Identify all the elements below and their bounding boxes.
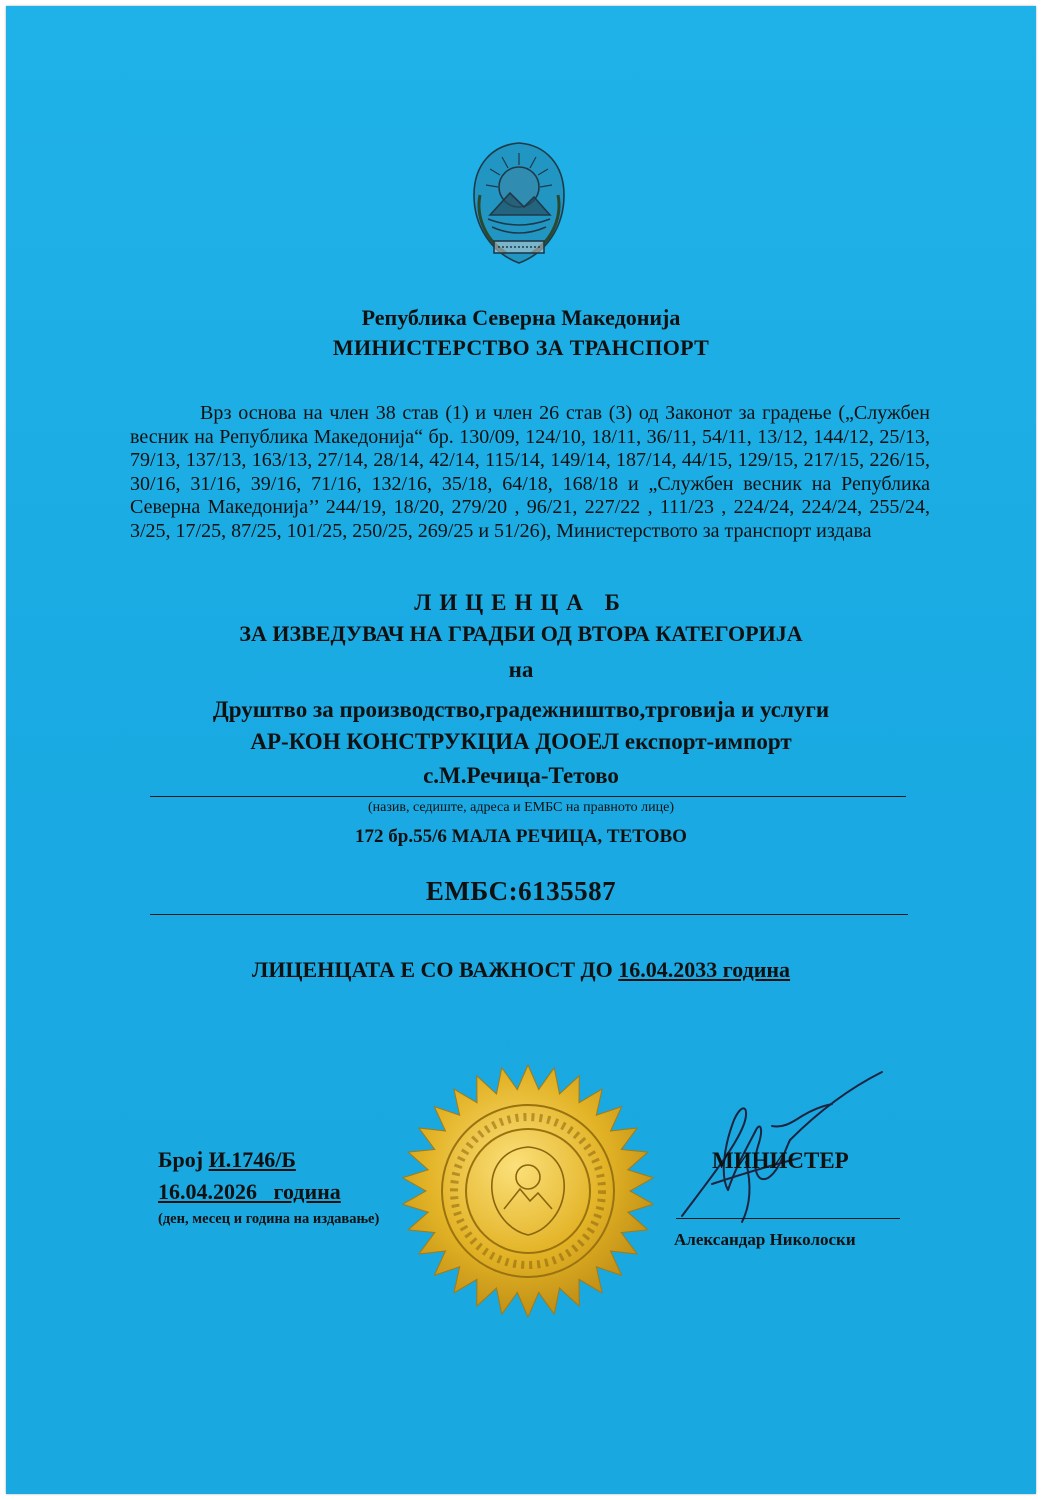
issue-number-line	[158, 1147, 296, 1173]
embs-underline	[150, 914, 908, 915]
validity-date: 16.04.2033 година	[618, 957, 791, 982]
issue-date: 16.04.2026 година	[158, 1179, 341, 1204]
issue-number: И.1746/Б	[208, 1147, 296, 1172]
minister-name: Александар Николоски	[674, 1230, 856, 1249]
company-line-2: АР-КОН КОНСТРУКЦИА ДООЕЛ експорт-импорт	[250, 729, 792, 754]
legal-basis-paragraph	[130, 402, 930, 543]
republic-heading: Република Северна Македонија	[361, 305, 681, 330]
company-line-3: с.М.Речица-Тетово	[423, 763, 619, 788]
legal-basis-text: Врз основа на член 38 став (1) и член 26 став (3) од Законот за градење („Службен весник на Република Македонија“ бр. 130/09, 124/10, 18/11, 36/11, 54/11, 13/12, 144/12, 25/13, 79/13, 137/13, 163/13, 27/14, 28/14, 42/14, 115/14, 149/14, 187/14, 44/15, 129/15, 217/15, 226/15, 30/16, 31/16, 39/16, 71/16, 132/16, 35/18, 64/18, 168/18 и „Службен весник на Република Северна Македонија’’ 244/19, 18/20, 279/20 , 96/21, 227/22 , 111/23 , 224/24, 224/24, 255/24, 3/25, 17/25, 87/25, 101/25, 250/25, 269/25 и 51/26), Министерството за транспорт издава	[130, 402, 930, 542]
company-embs: ЕМБС:6135587	[425, 876, 617, 906]
minister-signature	[672, 1066, 890, 1226]
company-underline	[150, 796, 906, 797]
validity-prefix: ЛИЦЕНЦАТА Е СО ВАЖНОСТ ДО	[251, 957, 613, 982]
company-line-1: Друштво за производство,градежништво,трговија и услуги	[212, 697, 830, 722]
minister-title: МИНИСТЕР	[712, 1148, 849, 1173]
coat-of-arms-emblem	[462, 135, 576, 273]
ministry-heading: МИНИСТЕРСТВО ЗА ТРАНСПОРТ	[332, 335, 710, 360]
signature-line	[676, 1218, 900, 1219]
license-title: ЛИЦЕНЦА Б	[414, 590, 628, 615]
issue-date-note: (ден, месец и година на издавање)	[158, 1211, 380, 1227]
validity-statement	[0, 957, 1042, 983]
gold-seal	[400, 1063, 656, 1319]
issue-number-label: Број	[158, 1147, 204, 1172]
license-to-word: на	[508, 657, 534, 682]
company-address: 172 бр.55/6 МАЛА РЕЧИЦА, ТЕТОВО	[355, 826, 687, 847]
license-subtitle: ЗА ИЗВЕДУВАЧ НА ГРАДБИ ОД ВТОРА КАТЕГОРИЈА	[239, 621, 803, 646]
company-field-note: (назив, седиште, адреса и ЕМБС на правното лице)	[367, 800, 675, 815]
